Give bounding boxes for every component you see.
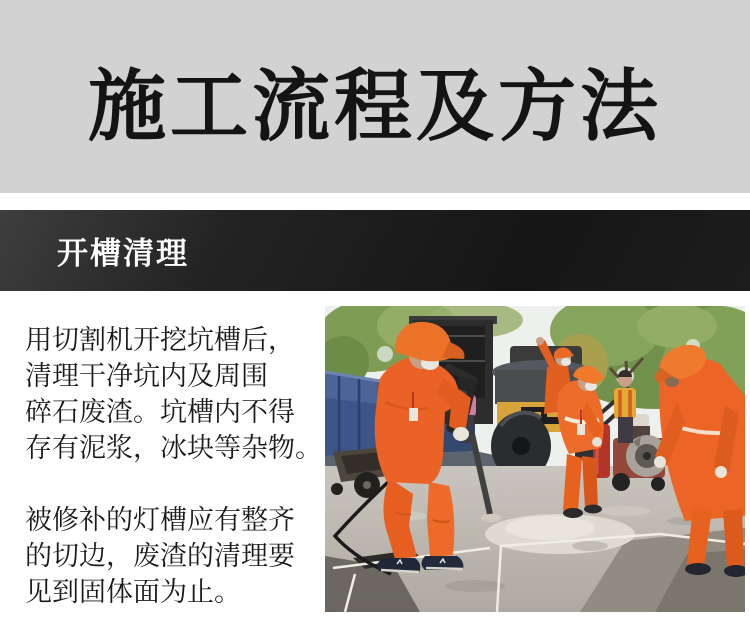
section-banner [0, 210, 750, 291]
section-heading: 开槽清理 [57, 236, 189, 271]
paragraph-line: 被修补的灯槽应有整齐 [25, 505, 295, 535]
paragraph-2 [25, 502, 327, 610]
paragraph-line: 存有泥浆，冰块等杂物。 [25, 433, 322, 463]
paragraph-line: 清理干净坑内及周围 [25, 361, 268, 391]
header-hero [0, 0, 750, 193]
paragraph-line: 见到固体面为止。 [25, 577, 241, 607]
paragraph-line: 碎石废渣。坑槽内不得 [25, 397, 295, 427]
page-title: 施工流程及方法 [87, 61, 662, 150]
paragraph-1 [25, 322, 327, 466]
body-text [25, 322, 327, 610]
paragraph-line: 用切割机开挖坑槽后， [25, 325, 295, 355]
paragraph-line: 的切边，废渣的清理要 [25, 541, 295, 571]
worksite-photo [325, 306, 745, 612]
